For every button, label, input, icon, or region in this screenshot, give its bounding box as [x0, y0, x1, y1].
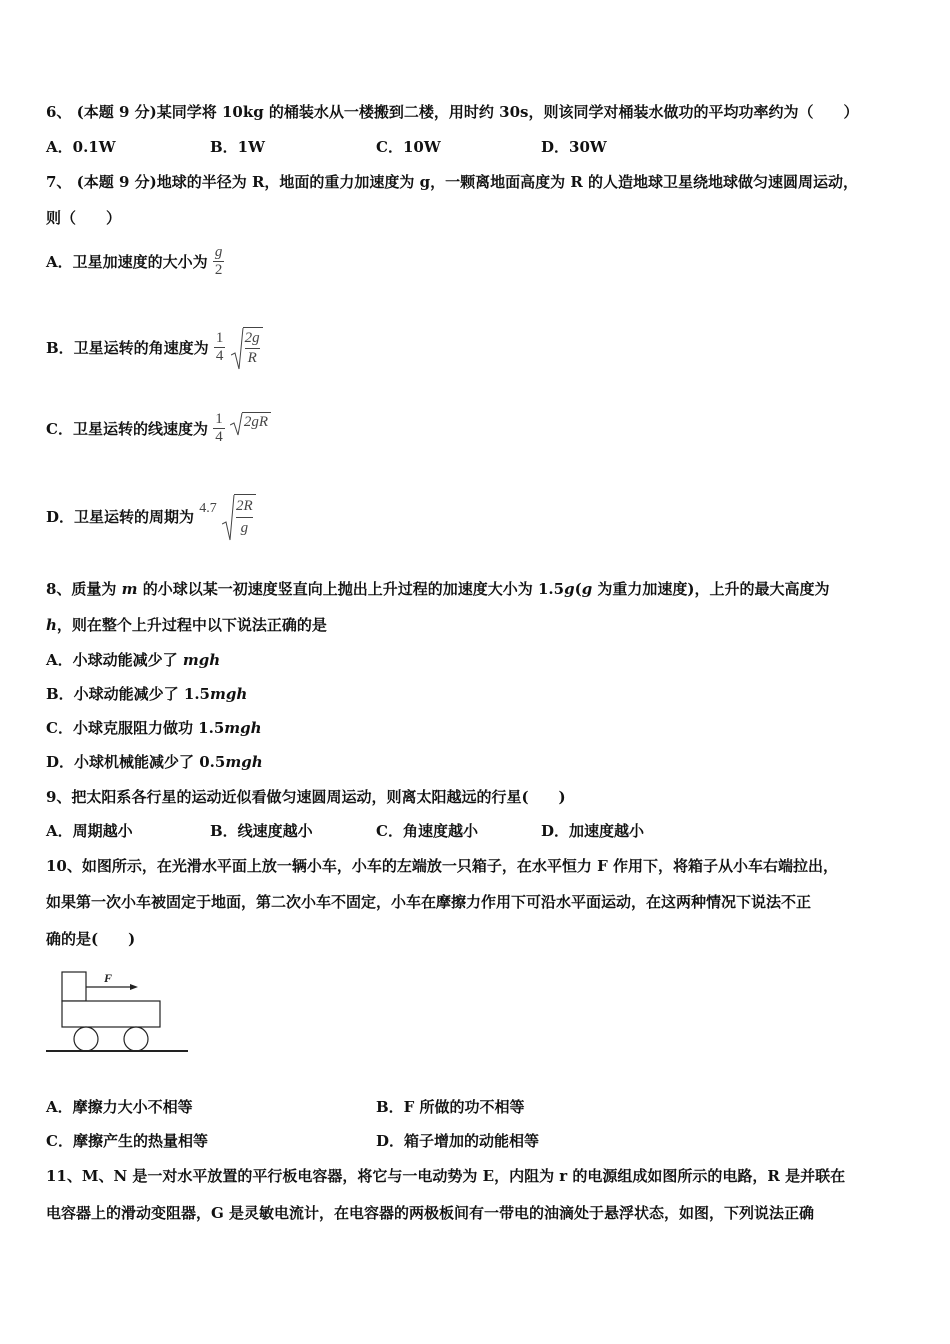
q9-stem: 9、把太阳系各行星的运动近似看做匀速圆周运动，则离太阳越远的行星( ): [46, 788, 566, 806]
q8-option-c: [46, 717, 262, 738]
q7-b-coef-den: 4: [215, 348, 224, 364]
q8-option-text: B．小球动能减少了 1.5: [46, 685, 210, 703]
q7-c-sqrt: [230, 412, 271, 431]
radical-sign-icon: [230, 412, 243, 436]
q8-text: 的小球以某一初速度竖直向上抛出上升过程的加速度大小为 1.5: [137, 580, 565, 598]
q10-stem-line3: 确的是( ): [46, 930, 136, 948]
q7-d-rad-den: g: [236, 517, 253, 539]
q8-text: 为重力加速度)，上升的最大高度为: [592, 580, 830, 598]
q8-option-var: mgh: [225, 753, 263, 771]
q7-b-sqrt: [231, 327, 263, 368]
q7-c-coef: [213, 411, 225, 446]
q7-c-coef-den: 4: [215, 429, 223, 445]
cart-diagram-icon: [44, 968, 190, 1060]
q7-option-b-label: B．卫星运转的角速度为: [46, 339, 209, 357]
q10-figure-force-label: F: [104, 971, 113, 985]
q7-option-a: [46, 244, 224, 279]
q9-option-c: C．角速度越小: [376, 822, 478, 840]
q7-a-den: 2: [214, 262, 223, 278]
q8-var-m: m: [121, 580, 138, 598]
q8-text: 8、质量为: [46, 580, 122, 598]
q8-option-a: [46, 649, 220, 670]
q7-b-rad-num: 2g: [244, 330, 260, 346]
q7-option-a-formula: [213, 244, 225, 279]
q8-option-var: mgh: [210, 685, 248, 703]
q10-stem-line1: 10、如图所示，在光滑水平面上放一辆小车，小车的左端放一只箱子，在水平恒力 F 作用下，将箱子从小车右端拉出，: [46, 857, 838, 875]
q7-a-num: g: [214, 244, 223, 260]
q7-d-coef: 4.7: [199, 500, 217, 516]
q6-option-d: D．30W: [541, 138, 607, 156]
q8-option-text: D．小球机械能减少了 0.5: [46, 753, 226, 771]
q6-option-b: B．1W: [210, 138, 265, 156]
q8-option-b: [46, 683, 247, 704]
q7-option-c: [46, 411, 271, 446]
q8-stem-line1: [46, 578, 830, 599]
q8-option-d: [46, 751, 263, 772]
q9-option-a: A．周期越小: [46, 822, 133, 840]
radical-sign-icon: [222, 494, 235, 542]
q10-option-a: A．摩擦力大小不相等: [46, 1098, 193, 1116]
q8-option-var: mgh: [182, 651, 221, 669]
q6-option-c: C．10W: [376, 138, 441, 156]
q7-option-a-label: A．卫星加速度的大小为: [46, 253, 208, 271]
q6-option-a: A．0.1W: [46, 138, 116, 156]
radical-sign-icon: [231, 327, 244, 371]
q8-var-h: h: [46, 616, 57, 634]
q7-b-coef-num: 1: [215, 330, 224, 346]
q11-stem-line2: 电容器上的滑动变阻器，G 是灵敏电流计，在电容器的两极板间有一带电的油滴处于悬浮状态，如图，下列说法正确: [46, 1204, 815, 1222]
q10-stem-line2: 如果第一次小车被固定于地面，第二次小车不固定，小车在摩擦力作用下可沿水平面运动，在这两种情况下说法不正: [46, 893, 812, 911]
q10-option-c: C．摩擦产生的热量相等: [46, 1132, 208, 1150]
q8-text: (: [574, 580, 582, 598]
q7-option-b: [46, 327, 263, 368]
q11-stem-line1: 11、M、N 是一对水平放置的平行板电容器，将它与一电动势为 E，内阻为 r 的电源组成如图所示的电路，R 是并联在: [46, 1167, 846, 1185]
q6-stem: 6、 (本题 9 分)某同学将 10kg 的桶装水从一楼搬到二楼，用时约 30s，则该同学对桶装水做功的平均功率约为（ ）: [46, 103, 859, 121]
q7-d-sqrt: [222, 494, 256, 539]
q7-c-coef-num: 1: [215, 411, 223, 427]
q7-stem-line2: 则（ ）: [46, 209, 122, 227]
q7-b-coef: [214, 330, 226, 365]
q7-d-rad-num: 2R: [235, 498, 253, 514]
q8-var-g: g: [564, 580, 575, 598]
q10-option-b: B．F 所做的功不相等: [376, 1098, 525, 1116]
q7-option-c-label: C．卫星运转的线速度为: [46, 420, 208, 438]
q10-option-d: D．箱子增加的动能相等: [376, 1132, 540, 1150]
q7-option-d: [46, 494, 256, 539]
q7-b-rad-den: R: [245, 348, 260, 368]
q8-option-text: C．小球克服阻力做功 1.5: [46, 719, 225, 737]
q7-c-rad: 2gR: [242, 412, 271, 431]
q9-option-b: B．线速度越小: [210, 822, 313, 840]
q8-text: ，则在整个上升过程中以下说法正确的是: [56, 616, 327, 634]
q7-stem-line1: 7、 (本题 9 分)地球的半径为 R，地面的重力加速度为 g，一颗离地面高度为 R 的人造地球卫星绕地球做匀速圆周运动，: [46, 173, 859, 191]
q8-stem-line2: [46, 614, 327, 635]
q8-option-var: mgh: [224, 719, 262, 737]
q10-figure-cart: [44, 968, 190, 1060]
q8-var-g: g: [581, 580, 593, 598]
q8-option-text: A．小球动能减少了: [46, 651, 183, 669]
q7-option-d-label: D．卫星运转的周期为: [46, 508, 195, 526]
q9-option-d: D．加速度越小: [541, 822, 645, 840]
